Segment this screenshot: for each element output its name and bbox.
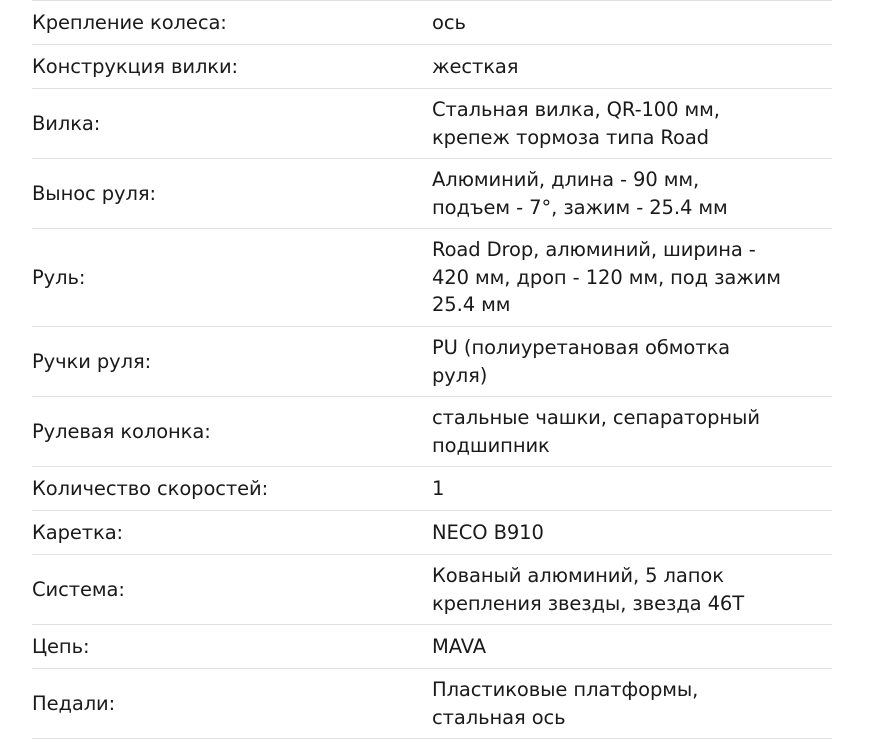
spec-label: Руль: (32, 265, 86, 289)
spec-label: Количество скоростей: (32, 476, 269, 500)
spec-label: Вилка: (32, 111, 101, 135)
spec-value (432, 229, 832, 327)
spec-value (432, 159, 832, 229)
spec-value-line: крепеж тормоза типа Road (432, 125, 709, 149)
spec-value-line: Пластиковые платформы, (432, 678, 699, 701)
spec-value-line: жесткая (432, 54, 519, 78)
spec-row (32, 1, 832, 45)
spec-label: Крепление колеса: (32, 10, 227, 34)
spec-label: Система: (32, 577, 125, 601)
spec-value-line: руля) (432, 363, 488, 387)
spec-row (32, 327, 832, 397)
spec-value-line: крепления звезды, звезда 46T (432, 591, 744, 615)
spec-row (32, 511, 832, 555)
spec-value-line: MAVA (432, 634, 486, 658)
spec-row (32, 625, 832, 669)
spec-label: Рулевая колонка: (32, 419, 211, 443)
spec-row (32, 555, 832, 625)
spec-value (432, 555, 832, 625)
spec-row (32, 669, 832, 739)
spec-value-line: ось (432, 10, 466, 34)
spec-value-line: Стальная вилка, QR-100 мм, (432, 98, 720, 121)
spec-value-line: PU (полиуретановая обмотка (432, 336, 731, 359)
spec-value-line: подшипник (432, 433, 550, 457)
spec-row (32, 467, 832, 511)
spec-value-line: стальные чашки, сепараторный (432, 406, 760, 429)
spec-label: Цепь: (32, 634, 90, 658)
spec-row (32, 397, 832, 467)
spec-value (432, 89, 832, 159)
spec-row (32, 45, 832, 89)
spec-value-line: Алюминий, длина - 90 мм, (432, 168, 700, 191)
spec-label: Каретка: (32, 520, 124, 544)
spec-row (32, 89, 832, 159)
spec-value-line: Кованый алюминий, 5 лапок (432, 564, 724, 587)
spec-value (432, 1, 832, 45)
spec-value (432, 511, 832, 555)
spec-label: Конструкция вилки: (32, 54, 239, 78)
spec-value-line: подъем - 7°, зажим - 25.4 мм (432, 195, 728, 219)
spec-value (432, 45, 832, 89)
spec-value-line: 1 (432, 476, 445, 500)
spec-value (432, 669, 832, 739)
spec-row (32, 159, 832, 229)
spec-value (432, 625, 832, 669)
specifications-table (32, 0, 832, 739)
spec-value-line: 25.4 мм (432, 293, 511, 317)
spec-label: Педали: (32, 691, 116, 715)
spec-value-line: стальная ось (432, 705, 566, 729)
spec-value (432, 327, 832, 397)
spec-value (432, 397, 832, 467)
spec-value-line: 420 мм, дроп - 120 мм, под зажим (432, 265, 781, 289)
spec-row (32, 229, 832, 327)
specifications-body (32, 1, 832, 739)
spec-value-line: Road Drop, алюминий, ширина - (432, 238, 756, 262)
spec-value-line: NECO B910 (432, 520, 544, 544)
spec-label: Вынос руля: (32, 181, 156, 205)
spec-label: Ручки руля: (32, 349, 152, 373)
spec-value (432, 467, 832, 511)
